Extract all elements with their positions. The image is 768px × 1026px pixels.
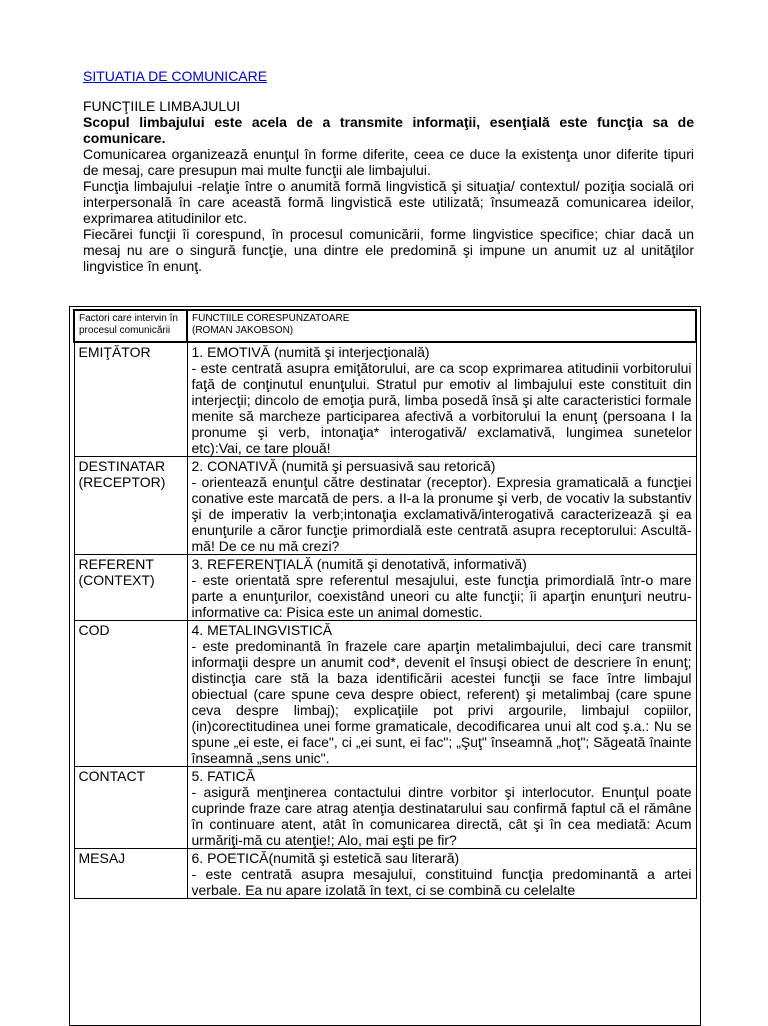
header-functions-author: (ROMAN JAKOBSON) xyxy=(192,325,294,336)
factor-cell: MESAJ xyxy=(74,849,187,899)
function-title: 4. METALINGVISTICĂ xyxy=(191,622,333,638)
function-description: - este predominantă în frazele care aparţin metalimbajului, deci care transmit informaţii despre un anumit cod*, devenit el însuşi obiect de descriere în enunţ; distincţia care stă la baza identificării acestei funcţii se face între limbajul obiectual (care spune ceva despre obiect, referent) şi metalimbaj (care spune ceva despre limbaj); explicaţiile pot privi argourile, limbajul copiilor, (in)corectitudinea unei forme gramaticale, decodificarea unui alt cod ş.a.: Nu se spune „ei este, ei face", ci „ei sunt, ei fac"; „Şuţ" înseamnă „hoţ"; Săgeată înainte înseamnă „sens unic". xyxy=(191,638,692,766)
function-description: - orientează enunţul către destinatar (receptor). Expresia gramaticală a funcţiei conative este marcată de pers. a II-a la pronume şi verb, de vocativ la substantiv şi de imperativ la verb;intonaţia exclamativă/interogativă caracterizează şi ea enunţurile a căror funcţie primordială este centrată asupra receptorului: Ascultă-mă! De ce nu mă crezi? xyxy=(191,474,692,554)
table-row xyxy=(74,555,696,621)
factor-cell: COD xyxy=(74,621,187,767)
header-functions-title: FUNCTIILE CORESPUNZATOARE xyxy=(192,313,350,324)
functions-table-frame xyxy=(69,306,701,1026)
function-cell xyxy=(187,457,696,555)
section-title: FUNCŢIILE LIMBAJULUI xyxy=(83,98,241,114)
paragraph: Funcţia limbajului -relaţie între o anumită formă lingvistică şi situaţia/ contextul/ poziţia socială ori interpersonală în care această formă lingvistică este utilizată; însumează comunicarea ideilor, exprimarea atitudinilor etc. xyxy=(83,178,694,226)
function-description: - asigură menţinerea contactului dintre vorbitor şi interlocutor. Enunţul poate cuprinde fraze care atrag atenţia destinatarului sau confirmă faptul că el rămâne în continuare atent, atât în comunicarea directă, cât şi în cea mediată: Acum urmăriţi-mă cu atenţie!; Alo, mai eşti pe fir? xyxy=(191,784,692,848)
paragraph: Fiecărei funcţii îi corespund, în procesul comunicării, forme lingvistice specifice; chiar dacă un mesaj nu are o singură funcţie, una dintre ele predomină şi impune un anumit uz al unităţilor lingvistice în enunţ. xyxy=(83,226,694,274)
table-row xyxy=(74,849,696,899)
factor-cell: DESTINATAR (RECEPTOR) xyxy=(74,457,187,555)
function-description: - este orientată spre referentul mesajului, este funcţia primordială într-o mare parte a enunţurilor, coexistând uneori cu alte funcţii; îi aparţin enunţuri neutru-informative ca: Pisica este un animal domestic. xyxy=(191,572,692,620)
document-body xyxy=(83,68,694,274)
header-factors-cell: Factori care intervin în procesul comunicării xyxy=(74,310,187,342)
function-cell xyxy=(187,621,696,767)
function-cell xyxy=(187,849,696,899)
function-title: 6. POETICĂ(numită şi estetică sau literară) xyxy=(191,850,460,866)
paragraph: Comunicarea organizează enunţul în forme diferite, ceea ce duce la existenţa unor diferite tipuri de mesaj, care presupun mai multe funcţii ale limbajului. xyxy=(83,146,694,178)
function-cell xyxy=(187,342,696,457)
function-description: - este centrată asupra emiţătorului, are ca scop exprimarea atitudinii vorbitorului faţă de conţinutul enunţului. Stratul pur emotiv al limbajului este constituit din interjecţii; dincolo de emoţia pură, limba posedă însă şi alte caracteristici formale menite să marcheze participarea afectivă a vorbitorului la enunţ (persoana I la pronume şi verb, intonaţia* interogativă/ exclamativă, lungimea sunetelor etc):Vai, ce tare plouă! xyxy=(191,360,692,456)
function-title: 2. CONATIVĂ (numită şi persuasivă sau retorică) xyxy=(191,458,496,474)
functions-table xyxy=(73,309,697,899)
function-cell xyxy=(187,767,696,849)
heading-link[interactable]: SITUATIA DE COMUNICARE xyxy=(83,68,268,84)
table-row xyxy=(74,767,696,849)
function-title: 1. EMOTIVĂ (numită şi interjecţională) xyxy=(191,344,430,360)
table-row xyxy=(74,342,696,457)
factor-cell: CONTACT xyxy=(74,767,187,849)
header-functions-cell xyxy=(187,310,696,342)
function-title: 3. REFERENŢIALĂ (numită şi denotativă, informativă) xyxy=(191,556,527,572)
table-row xyxy=(74,457,696,555)
function-cell xyxy=(187,555,696,621)
table-header-row xyxy=(74,310,696,342)
bold-intro: Scopul limbajului este acela de a transmite informaţii, esenţială este funcţia sa de comunicare. xyxy=(83,114,694,146)
function-description: - este centrată asupra mesajului, constituind funcţia predominantă a artei verbale. Ea nu apare izolată în text, ci se combină cu celelalte xyxy=(191,866,692,898)
factor-cell: REFERENT (CONTEXT) xyxy=(74,555,187,621)
factor-cell: EMIŢĂTOR xyxy=(74,342,187,457)
table-row xyxy=(74,621,696,767)
function-title: 5. FATICĂ xyxy=(191,768,256,784)
